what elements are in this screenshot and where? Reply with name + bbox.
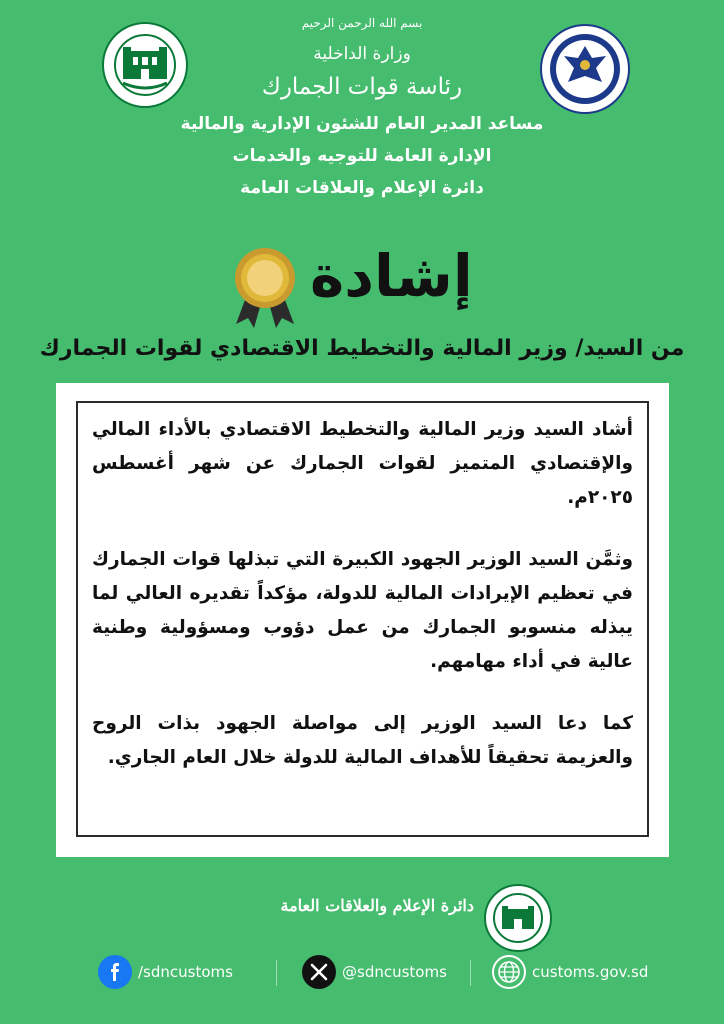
media-department-line: دائرة الإعلام والعلاقات العامة bbox=[240, 178, 484, 198]
basmala: بسم الله الرحمن الرحيم bbox=[301, 16, 423, 30]
facebook-link[interactable] bbox=[98, 953, 233, 991]
footer-department: دائرة الإعلام والعلاقات العامة bbox=[280, 896, 474, 915]
message-frame bbox=[76, 401, 649, 837]
facebook-handle: /sdncustoms bbox=[138, 963, 233, 981]
from-minister-line: من السيد/ وزير المالية والتخطيط الاقتصادي لقوات الجمارك bbox=[39, 336, 685, 361]
footer-customs-seal bbox=[484, 884, 552, 952]
message-card bbox=[56, 383, 669, 857]
customs-logo bbox=[102, 22, 188, 108]
footer-divider bbox=[470, 960, 471, 986]
fortress-icon bbox=[113, 33, 177, 97]
letterhead bbox=[0, 0, 724, 210]
police-emblem bbox=[540, 24, 630, 114]
medal-icon bbox=[230, 244, 300, 330]
assistant-director-line: مساعد المدير العام للشئون الإدارية والمالية bbox=[180, 114, 544, 134]
website-link[interactable] bbox=[492, 953, 648, 991]
presidency-name: رئاسة قوات الجمارك bbox=[261, 74, 463, 100]
website-url: customs.gov.sd bbox=[532, 963, 649, 981]
globe-icon bbox=[492, 955, 526, 989]
general-admin-line: الإدارة العامة للتوجيه والخدمات bbox=[232, 146, 492, 166]
paragraph-appreciation: وثمَّن السيد الوزير الجهود الكبيرة التي تبذلها قوات الجمارك في تعظيم الإيرادات المالية للدولة، مؤكداً تقديره العالي لما يبذله منسوبو الجمارك من عمل دؤوب ومسؤولية وطنية عالية في أداء مهامهم. bbox=[92, 549, 633, 672]
fortress-seal-icon bbox=[492, 892, 544, 944]
paragraph-praise: أشاد السيد وزير المالية والتخطيط الاقتصادي بالأداء المالي والإقتصادي المتميز لقوات الجمارك عن شهر أغسطس ٢٠٢٥م. bbox=[92, 419, 633, 508]
footer-divider bbox=[276, 960, 277, 986]
x-link[interactable] bbox=[302, 953, 447, 991]
paragraph-call: كما دعا السيد الوزير إلى مواصلة الجهود بذات الروح والعزيمة تحقيقاً للأهداف المالية للدولة خلال العام الجاري. bbox=[92, 713, 633, 768]
x-icon bbox=[302, 955, 336, 989]
x-handle: @sdncustoms bbox=[342, 963, 447, 981]
ministry-name: وزارة الداخلية bbox=[313, 44, 411, 64]
eagle-emblem-icon bbox=[548, 32, 622, 106]
facebook-icon bbox=[98, 955, 132, 989]
award-title: إشادة bbox=[310, 242, 473, 310]
